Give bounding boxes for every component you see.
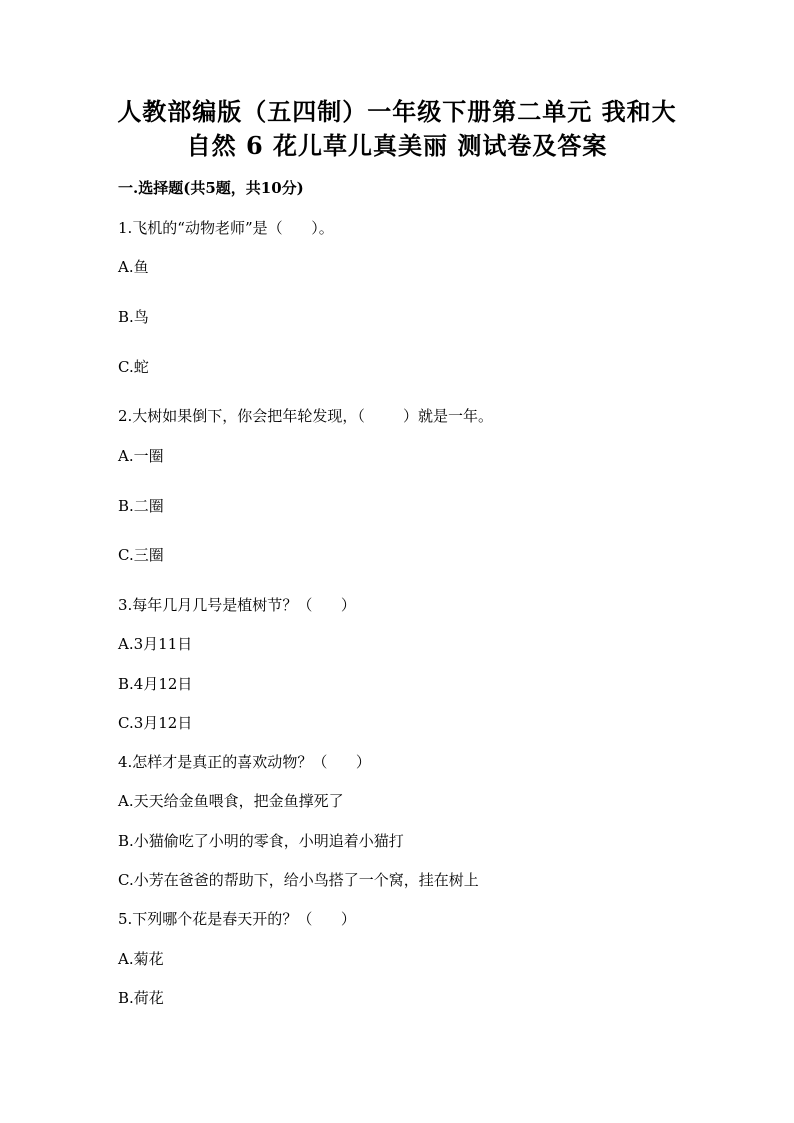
question-5-option-b: B.荷花 <box>118 989 164 1007</box>
question-1-option-a: A.鱼 <box>118 258 149 276</box>
question-4-option-a: A.天天给金鱼喂食，把金鱼撑死了 <box>118 792 344 810</box>
document-title-line-2: 自然 6 花儿草儿真美丽 测试卷及答案 <box>186 131 608 160</box>
question-1-option-b: B.鸟 <box>118 308 149 326</box>
question-4-stem: 4.怎样才是真正的喜欢动物？（ ） <box>118 753 371 771</box>
question-1-option-c: C.蛇 <box>118 358 149 376</box>
question-2-stem: 2.大树如果倒下，你会把年轮发现，（ ）就是一年。 <box>118 407 493 425</box>
question-2-option-b: B.二圈 <box>118 497 164 515</box>
question-1-stem: 1.飞机的“动物老师”是（ ）。 <box>118 219 334 237</box>
question-4-option-c: C.小芳在爸爸的帮助下，给小鸟搭了一个窝，挂在树上 <box>118 871 479 889</box>
section-heading: 一.选择题(共5题，共10分) <box>118 179 304 197</box>
question-2-option-c: C.三圈 <box>118 546 164 564</box>
question-5-stem: 5.下列哪个花是春天开的？（ ） <box>118 910 356 928</box>
question-5-option-a: A.菊花 <box>118 950 164 968</box>
question-2-option-a: A.一圈 <box>118 447 164 465</box>
question-3-option-c: C.3月12日 <box>118 714 193 732</box>
document-title-line-1: 人教部编版（五四制）一年级下册第二单元 我和大 <box>117 97 677 126</box>
question-3-stem: 3.每年几月几号是植树节？（ ） <box>118 596 356 614</box>
question-4-option-b: B.小猫偷吃了小明的零食，小明追着小猫打 <box>118 832 404 850</box>
question-3-option-b: B.4月12日 <box>118 675 193 693</box>
question-3-option-a: A.3月11日 <box>118 635 193 653</box>
